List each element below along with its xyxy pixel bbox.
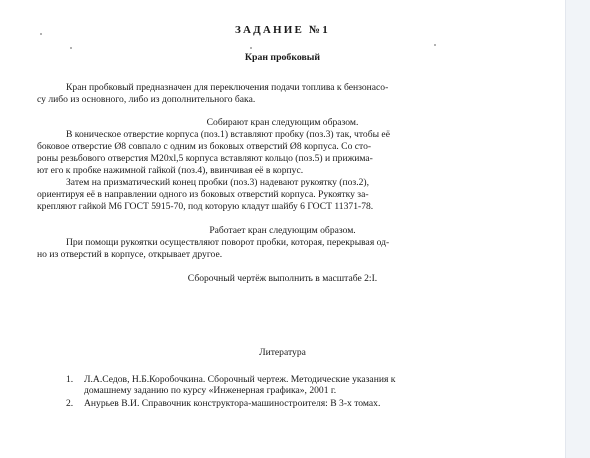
operation-line: но из отверстий в корпусе, открывает другое. xyxy=(37,249,223,260)
assembly-line: боковое отверстие Ø8 совпало с одним из боковых отверстий Ø8 корпуса. Со сто- xyxy=(37,141,372,152)
side-panel xyxy=(566,0,590,458)
assembly-line: крепляют гайкой М6 ГОСТ 5915-70, под которую кладут шайбу 6 ГОСТ 11371-78. xyxy=(37,201,374,212)
reference-number: 1. xyxy=(66,374,74,385)
assignment-title: ЗАДАНИЕ №1 xyxy=(234,24,330,36)
assembly-line: В коническое отверстие корпуса (поз.1) вставляют пробку (поз.3) так, чтобы её xyxy=(66,129,390,140)
intro-line: Кран пробковый предназначен для переключения подачи топлива к бензонасо- xyxy=(66,82,389,93)
reference-item xyxy=(66,398,526,409)
assembly-line: роны резьбового отверстия M20xl,5 корпуса вставляют кольцо (поз.5) и прижима- xyxy=(37,153,373,164)
intro-line: су либо из основного, либо из дополнительного бака. xyxy=(37,94,256,105)
reference-text-line: Л.А.Седов, Н.Б.Коробочкина. Сборочный чертеж. Методические указания к xyxy=(84,374,396,385)
assignment-subtitle: Кран пробковый xyxy=(244,52,321,63)
scan-speck xyxy=(434,44,436,46)
reference-text-line: Анурьев В.И. Справочник конструктора-машиностроителя: В 3-х томах. xyxy=(84,398,381,409)
operation-heading: Работает кран следующим образом. xyxy=(209,225,356,236)
scan-speck xyxy=(250,47,252,49)
assembly-heading: Собирают кран следующим образом. xyxy=(206,117,359,128)
operation-line: При помощи рукоятки осуществляют поворот пробки, которая, перекрывая од- xyxy=(66,237,390,248)
scale-note: Сборочный чертёж выполнить в масштабе 2:I. xyxy=(187,273,378,284)
assembly-line: ют его к пробке нажимной гайкой (поз.4), ввинчивая её в корпус. xyxy=(37,165,304,176)
scan-speck xyxy=(70,47,72,49)
assembly-line: ориентируя её в направлении одного из боковых отверстий корпуса. Рукоятку за- xyxy=(37,189,369,200)
reference-item xyxy=(66,374,526,396)
reference-number: 2. xyxy=(66,398,74,409)
references-heading: Литература xyxy=(259,347,306,358)
reference-text-line: домашнему заданию по курсу «Инженерная графика», 2001 г. xyxy=(84,385,337,396)
assembly-line: Затем на призматический конец пробки (поз.3) надевают рукоятку (поз.2), xyxy=(66,177,370,188)
